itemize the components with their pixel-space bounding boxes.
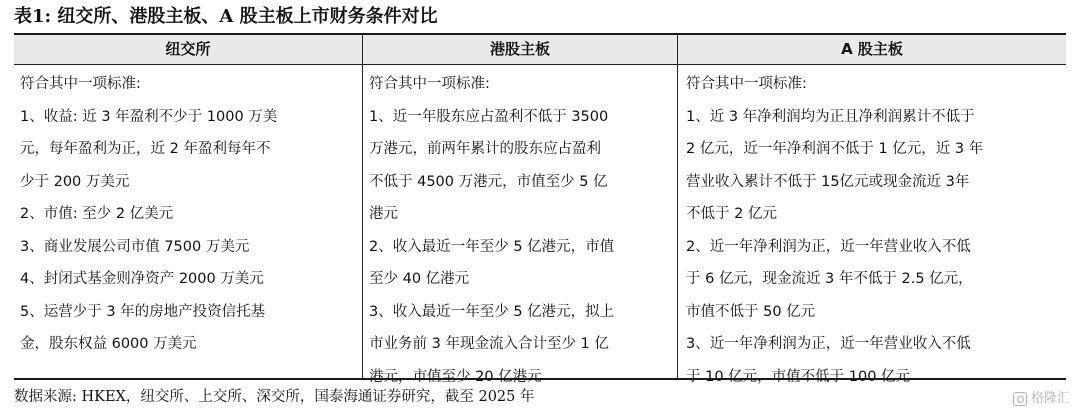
text-line: 1、近一年股东应占盈利不低于 3500 [369, 108, 609, 125]
table-title: 表1: 纽交所、港股主板、A 股主板上市财务条件对比 [14, 6, 438, 27]
column-header: 港股主板 [363, 35, 677, 65]
column-body [363, 65, 677, 393]
text-line: 5、运营少于 3 年的房地产投资信托基 [20, 303, 266, 320]
column-body [14, 65, 362, 361]
text-line: 不低于 4500 万港元，市值至少 5 亿 [369, 173, 608, 190]
column-header: A 股主板 [678, 35, 1066, 65]
text-line: 4、封闭式基金则净资产 2000 万美元 [20, 271, 264, 287]
text-line: 市业务前 3 年现金流入合计至少 1 亿 [369, 336, 609, 352]
text-line: 营业收入累计不低于 15亿元或现金流近 3年 [686, 173, 970, 190]
column-a-share-main-board [677, 35, 1066, 385]
text-line: 金，股东权益 6000 万美元 [20, 336, 197, 352]
text-line: 于 10 亿元，市值不低于 100 亿元 [686, 368, 911, 385]
watermark [1013, 391, 1070, 407]
column-hk-main-board [362, 35, 677, 385]
watermark-logo-icon [1013, 392, 1027, 406]
text-line: 2、近一年净利润为正，近一年营业收入不低 [686, 238, 971, 255]
text-line: 2、收入最近一年至少 5 亿港元，市值 [369, 238, 615, 255]
column-nyse [14, 35, 362, 378]
text-line: 港元 [369, 206, 398, 222]
text-line: 2、市值: 至少 2 亿美元 [20, 206, 174, 222]
text-line: 至少 40 亿港元 [369, 271, 470, 287]
text-line: 少于 200 万美元 [20, 173, 130, 190]
text-line: 2 亿元，近一年净利润不低于 1 亿元，近 3 年 [686, 141, 984, 157]
text-line: 符合其中一项标准: [20, 76, 141, 92]
text-line: 市值不低于 50 亿元 [686, 303, 816, 320]
source-note: 数据来源: HKEX，纽交所、上交所、深交所，国泰海通证券研究，截至 2025 年 [14, 389, 535, 405]
watermark-text: 格隆汇 [1030, 391, 1070, 406]
text-line: 万港元，前两年累计的股东应占盈利 [369, 141, 601, 157]
text-line: 符合其中一项标准: [369, 76, 490, 92]
text-line: 不低于 2 亿元 [686, 206, 777, 222]
column-header: 纽交所 [14, 35, 362, 65]
column-body [678, 65, 1066, 393]
text-line: 元，每年盈利为正，近 2 年盈利每年不 [20, 141, 271, 157]
text-line: 符合其中一项标准: [686, 76, 807, 92]
text-line: 1、收益: 近 3 年盈利不少于 1000 万美 [20, 108, 278, 125]
text-line: 3、商业发展公司市值 7500 万美元 [20, 238, 250, 255]
text-line: 于 6 亿元，现金流近 3 年不低于 2.5 亿元， [686, 271, 973, 287]
text-line: 港元，市值至少 20 亿港元 [369, 368, 542, 385]
text-line: 3、近一年净利润为正，近一年营业收入不低 [686, 336, 971, 352]
comparison-table [14, 33, 1066, 385]
text-line: 1、近 3 年净利润均为正且净利润累计不低于 [686, 108, 975, 125]
text-line: 3、收入最近一年至少 5 亿港元，拟上 [369, 303, 615, 320]
